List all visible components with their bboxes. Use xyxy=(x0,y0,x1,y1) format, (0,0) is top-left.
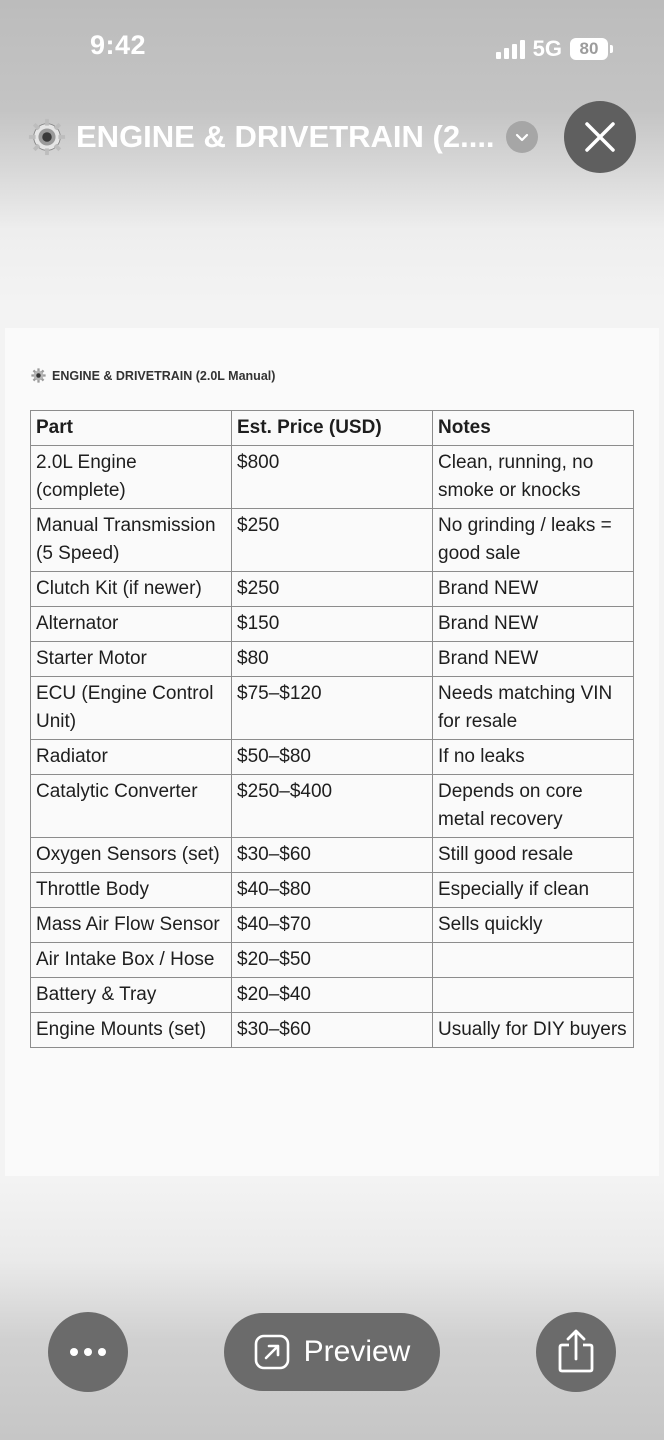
notes-cell: Brand NEW xyxy=(433,642,634,677)
part-cell: Throttle Body xyxy=(31,873,232,908)
document-preview[interactable] xyxy=(5,328,659,1176)
table-row xyxy=(31,978,634,1013)
table-row xyxy=(31,740,634,775)
part-cell: Starter Motor xyxy=(31,642,232,677)
battery-level: 80 xyxy=(579,39,599,58)
table-row xyxy=(31,908,634,943)
price-cell: $20–$40 xyxy=(232,978,433,1013)
part-cell: Alternator xyxy=(31,607,232,642)
price-cell: $250 xyxy=(232,509,433,572)
part-cell: Air Intake Box / Hose xyxy=(31,943,232,978)
price-cell: $150 xyxy=(232,607,433,642)
table-row xyxy=(31,572,634,607)
table-row xyxy=(31,446,634,509)
signal-icon xyxy=(496,39,525,59)
part-cell: Oxygen Sensors (set) xyxy=(31,838,232,873)
part-cell: Battery & Tray xyxy=(31,978,232,1013)
part-cell: Radiator xyxy=(31,740,232,775)
price-cell: $250 xyxy=(232,572,433,607)
table-row xyxy=(31,509,634,572)
price-cell: $800 xyxy=(232,446,433,509)
table-row xyxy=(31,838,634,873)
price-cell: $30–$60 xyxy=(232,838,433,873)
price-cell: $30–$60 xyxy=(232,1013,433,1048)
chevron-down-icon xyxy=(514,129,530,145)
part-cell: Mass Air Flow Sensor xyxy=(31,908,232,943)
table-row xyxy=(31,873,634,908)
document-heading xyxy=(31,368,275,383)
column-header-part: Part xyxy=(31,411,232,446)
parts-table xyxy=(30,410,634,1048)
page-title[interactable]: ENGINE & DRIVETRAIN (2.... xyxy=(76,119,495,154)
notes-cell xyxy=(433,943,634,978)
close-button[interactable] xyxy=(564,101,636,173)
table-row xyxy=(31,642,634,677)
document-heading-text: ENGINE & DRIVETRAIN (2.0L Manual) xyxy=(52,368,276,383)
notes-cell: Needs matching VIN for resale xyxy=(433,677,634,740)
share-button[interactable] xyxy=(536,1312,616,1392)
notes-cell: Depends on core metal recovery xyxy=(433,775,634,838)
notes-cell xyxy=(433,978,634,1013)
part-cell: 2.0L Engine (complete) xyxy=(31,446,232,509)
preview-button[interactable] xyxy=(224,1313,440,1391)
notes-cell: No grinding / leaks = good sale xyxy=(433,509,634,572)
column-header-notes: Notes xyxy=(433,411,634,446)
part-cell: Engine Mounts (set) xyxy=(31,1013,232,1048)
open-external-icon xyxy=(254,1334,290,1370)
table-row xyxy=(31,607,634,642)
preview-label: Preview xyxy=(303,1335,411,1368)
table-header-row xyxy=(31,411,634,446)
table-row xyxy=(31,775,634,838)
price-cell: $75–$120 xyxy=(232,677,433,740)
status-time: 9:42 xyxy=(90,30,147,60)
price-cell: $80 xyxy=(232,642,433,677)
battery-icon xyxy=(570,38,608,60)
status-indicators xyxy=(496,36,608,62)
notes-cell: Clean, running, no smoke or knocks xyxy=(433,446,634,509)
part-cell: Catalytic Converter xyxy=(31,775,232,838)
column-header-price: Est. Price (USD) xyxy=(232,411,433,446)
price-cell: $40–$80 xyxy=(232,873,433,908)
price-cell: $40–$70 xyxy=(232,908,433,943)
notes-cell: Brand NEW xyxy=(433,607,634,642)
ellipsis-icon xyxy=(70,1348,106,1356)
notes-cell: If no leaks xyxy=(433,740,634,775)
notes-cell: Especially if clean xyxy=(433,873,634,908)
price-cell: $250–$400 xyxy=(232,775,433,838)
share-icon xyxy=(556,1329,596,1375)
part-cell: Manual Transmission (5 Speed) xyxy=(31,509,232,572)
table-row xyxy=(31,1013,634,1048)
part-cell: Clutch Kit (if newer) xyxy=(31,572,232,607)
price-cell: $50–$80 xyxy=(232,740,433,775)
network-label: 5G xyxy=(532,36,562,61)
gear-icon xyxy=(31,368,46,383)
title-dropdown-button[interactable] xyxy=(506,121,538,153)
notes-cell: Sells quickly xyxy=(433,908,634,943)
more-options-button[interactable] xyxy=(48,1312,128,1392)
part-cell: ECU (Engine Control Unit) xyxy=(31,677,232,740)
table-row xyxy=(31,677,634,740)
gear-icon xyxy=(28,118,66,156)
header xyxy=(28,108,548,166)
price-cell: $20–$50 xyxy=(232,943,433,978)
close-icon xyxy=(583,120,617,154)
table-row xyxy=(31,943,634,978)
notes-cell: Still good resale xyxy=(433,838,634,873)
notes-cell: Brand NEW xyxy=(433,572,634,607)
notes-cell: Usually for DIY buyers xyxy=(433,1013,634,1048)
